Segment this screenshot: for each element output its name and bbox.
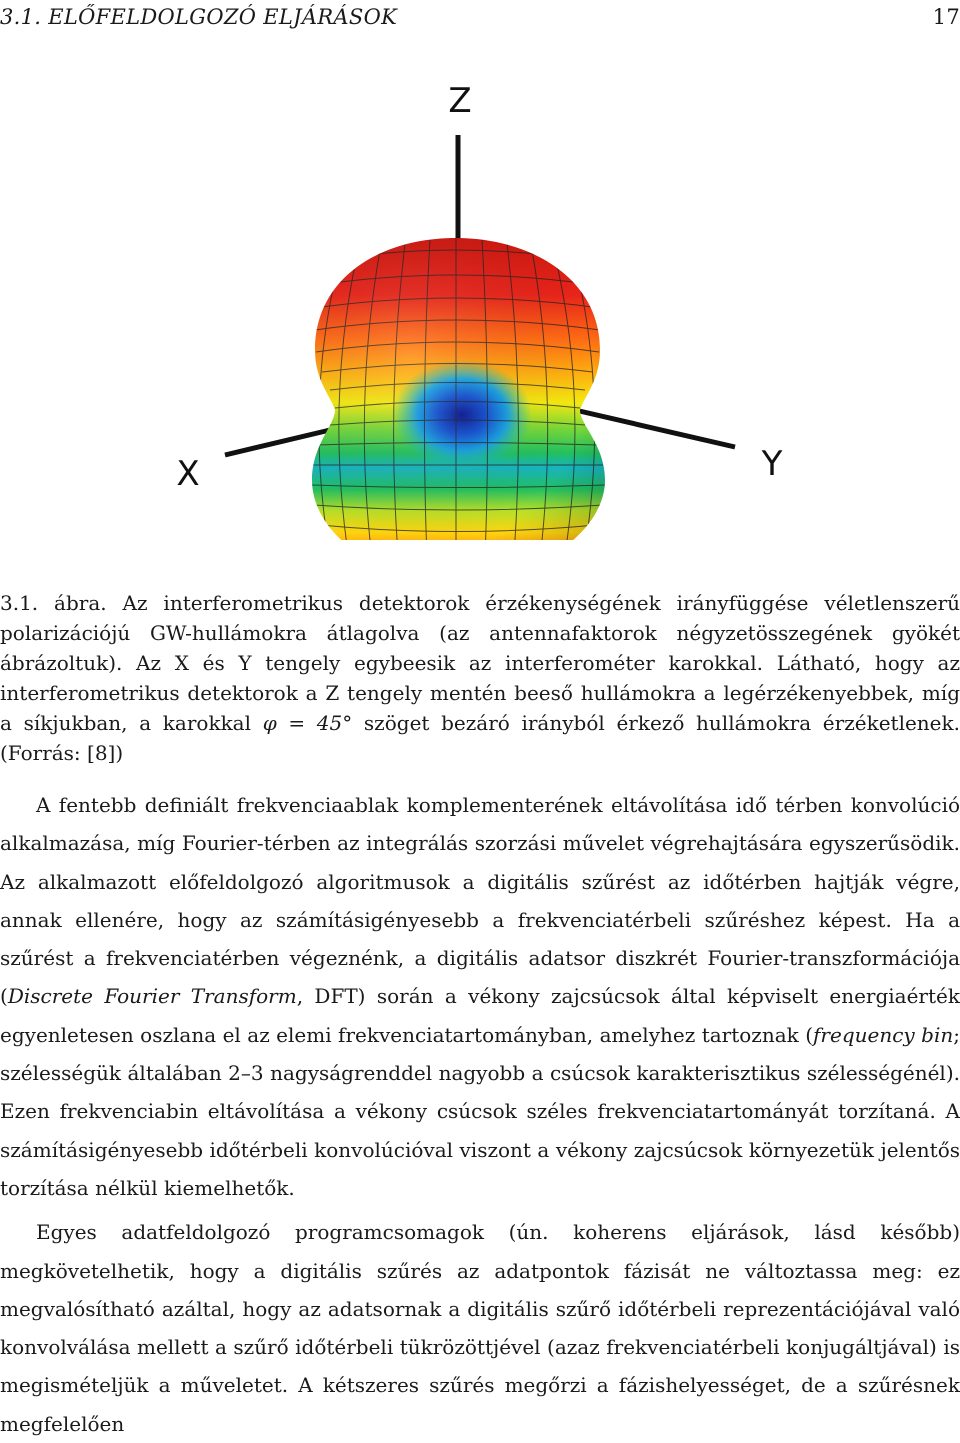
y-axis-label: Y bbox=[761, 444, 783, 484]
paragraph-1 bbox=[0, 786, 960, 1207]
figure-caption bbox=[0, 588, 960, 768]
page-header bbox=[0, 5, 960, 33]
caption-label: 3.1. ábra. bbox=[0, 591, 107, 615]
sensitivity-surface bbox=[300, 230, 620, 540]
body-text bbox=[0, 786, 960, 1443]
paragraph-1-part-c: ; szélességük általában 2–3 nagyságrenddel nagyobb a csúcsok karakterisztikus szélességénél). Ezen frekvenciabin eltávolítása a vékony csúcsok széles frekvenciatartományát torzítaná. A számításigényesebb időtérbeli konvolúcióval viszont a vékony zajcsúcsok környezetük jelentős torzítása nélkül kiemelhetők. bbox=[0, 1022, 960, 1200]
paragraph-1-italic-dft: Discrete Fourier Transform bbox=[7, 984, 297, 1009]
z-axis-label: Z bbox=[448, 81, 472, 121]
x-axis-label: X bbox=[176, 454, 200, 494]
paragraph-1-part-a: A fentebb definiált frekvenciaablak komplementerének eltávolítása idő térben konvolúció alkalmazása, míg Fourier-térben az integrálás szorzási művelet végrehajtására egyszerűsödik. Az alkalmazott előfeldolgozó algoritmusok a digitális szűrést az időtérben hajtják végre, annak ellenére, hogy az számításigényesebb a frekvenciatérbeli szűréshez képest. Ha a szűrést a frekvenciatérben végeznénk, a digitális adatsor diszkrét Fourier-transzformációja ( bbox=[0, 793, 960, 1009]
section-title: 3.1. ELŐFELDOLGOZÓ ELJÁRÁSOK bbox=[0, 5, 398, 29]
antenna-pattern-plot bbox=[0, 60, 960, 540]
x-axis-line bbox=[225, 430, 330, 455]
paragraph-1-part-b: , DFT) során a vékony zajcsúcsok által képviselt energiaérték egyenletesen oszlana el az elemi frekvenciatartományban, amelyhez tartoznak ( bbox=[0, 984, 960, 1047]
caption-text-part-2: szöget bezáró irányból érkező hullámokra érzéketlenek. (Forrás: [8]) bbox=[0, 711, 960, 765]
caption-math: φ = 45° bbox=[262, 711, 353, 735]
caption-text-part-1: Az interferometrikus detektorok érzékenységének irányfüggése véletlenszerű polarizációjú GW-hullámokra átlagolva (az antennafaktorok négyzetösszegének gyökét ábrázoltuk). Az X és Y tengely egybeesik az interferométer karokkal. Látható, hogy az interferometrikus detektorok a Z tengely mentén beeső hullámokra a legérzékenyebbek, míg a síkjukban, a karokkal bbox=[0, 591, 960, 735]
paragraph-2: Egyes adatfeldolgozó programcsomagok (ún. koherens eljárások, lásd később) megkövetelhetik, hogy a digitális szűrés az adatpontok fázisát ne változtassa meg: ez megvalósítható azáltal, hogy az adatsornak a digitális szűrő időtérbeli reprezentációjával való konvolválása mellett a szűrő időtérbeli tükrözöttjével (azaz frekvenciatérbeli konjugáltjával) is megismételjük a műveletet. A kétszeres szűrés megőrzi a fázishelyességet, de a szűrésnek megfelelően bbox=[0, 1220, 960, 1436]
page-number: 17 bbox=[932, 5, 960, 29]
antenna-pattern-figure bbox=[0, 60, 960, 540]
caption-text bbox=[0, 588, 960, 768]
paragraph-1-italic-bin: frequency bin bbox=[813, 1022, 954, 1047]
